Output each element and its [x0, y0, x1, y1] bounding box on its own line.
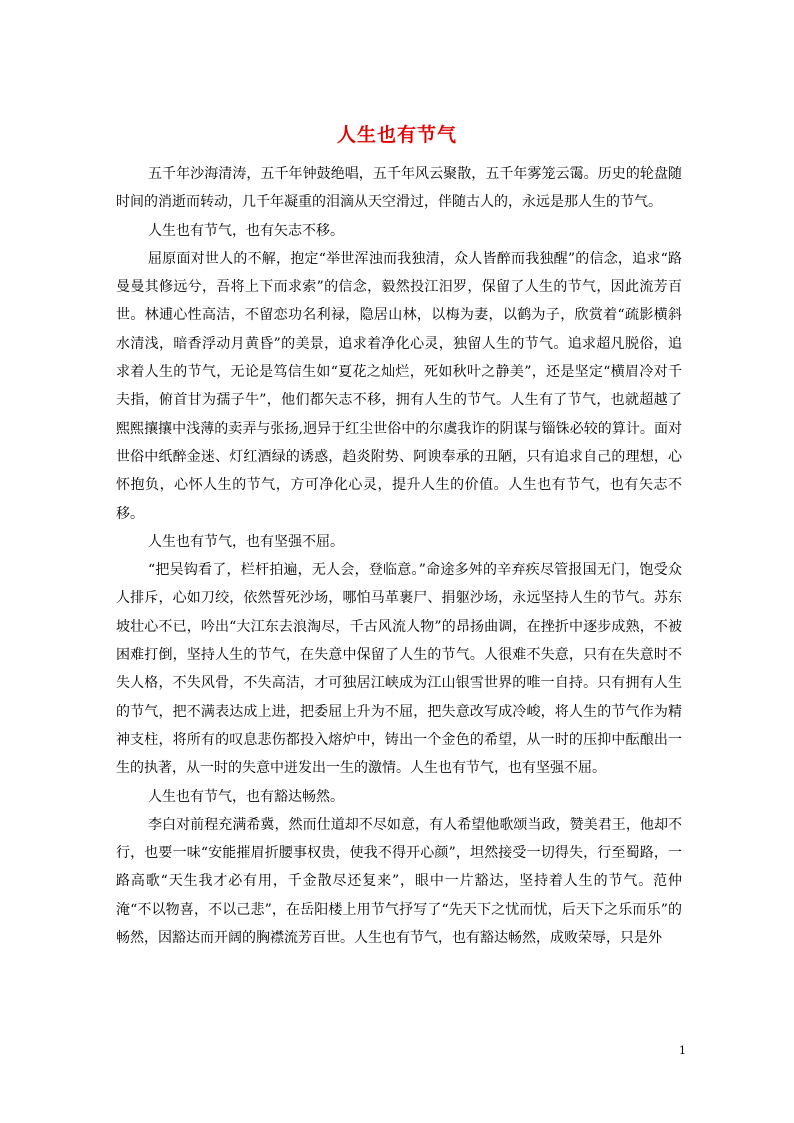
document-title: 人生也有节气	[336, 124, 457, 146]
page-number: 1	[679, 1044, 686, 1057]
paragraph: 屈原面对世人的不解，抱定“举世浑浊而我独清，众人皆醉而我独醒”的信念，追求“路曼曼其修远兮，吾将上下而求索”的信念，毅然投江汨罗，保留了人生的节气，因此流芳百世。林逋心性高洁，不留恋功名利禄，隐居山林，以梅为妻，以鹤为子，欣赏着“疏影横斜水清浅，暗香浮动月黄昏”的美景，追求着净化心灵，独留人生的节气。追求超凡脱俗，追求着人生的节气，无论是笃信生如“夏花之灿烂，死如秋叶之静美”，还是坚定“横眉冷对千夫指，俯首甘为孺子牛”，他们都矢志不移，拥有人生的节气。人生有了节气，也就超越了熙熙攘攘中浅薄的卖弄与张扬,迥异于红尘世俗中的尔虞我诈的阴谋与锱铢必较的算计。面对世俗中纸醉金迷、灯红酒绿的诱惑，趋炎附势、阿谀奉承的丑陋，只有追求自己的理想，心怀抱负，心怀人生的节气，方可净化心灵，提升人生的价值。人生也有节气，也有矢志不移。	[116, 250, 682, 522]
paragraph: 五千年沙海清涛，五千年钟鼓绝唱，五千年风云聚散，五千年雾笼云霭。历史的轮盘随时间的消逝而转动，几千年凝重的泪滴从天空滑过，伴随古人的，永远是那人生的节气。	[116, 166, 682, 211]
paragraph: “把吴钩看了，栏杆拍遍，无人会，登临意。”命途多舛的辛弃疾尽管报国无门，饱受众人排斥，心如刀绞，依然誓死沙场，哪怕马革裹尸、捐躯沙场，永远坚持人生的节气。苏东坡壮心不已，吟出“大江东去浪淘尽，千古风流人物”的昂扬曲调，在挫折中逐步成熟，不被困难打倒，坚持人生的节气，在失意中保留了人生的节气。人很难不失意，只有在失意时不失人格，不失风骨，不失高洁，才可独居江峡成为江山银雪世界的唯一自持。只有拥有人生的节气，把不满表达成上进，把委屈上升为不屈，把失意改写成冷峻，将人生的节气作为精神支柱，将所有的叹息悲伤都投入熔炉中，铸出一个金色的希望，从一时的压抑中酝酿出一生的执著，从一时的失意中迸发出一生的激情。人生也有节气，也有坚强不屈。	[116, 562, 682, 777]
paragraph: 人生也有节气，也有矢志不移。	[148, 222, 344, 239]
paragraph: 人生也有节气，也有坚强不屈。	[148, 533, 344, 550]
paragraph: 人生也有节气，也有豁达畅然。	[148, 788, 344, 805]
document-body	[116, 160, 682, 952]
paragraph: 李白对前程充满希冀，然而仕道却不尽如意，有人希望他歌颂当政，赞美君王，他却不行，也要一味“安能摧眉折腰事权贵，使我不得开心颜”，坦然接受一切得失，行至蜀路，一路高歌“天生我才必有用，千金散尽还复来”，眼中一片豁达，坚持着人生的节气。范仲淹“不以物喜，不以己悲”，在岳阳楼上用节气抒写了“先天下之忧而忧，后天下之乐而乐”的畅然，因豁达而开阔的胸襟流芳百世。人生也有节气，也有豁达畅然，成败荣辱，只是外	[116, 816, 682, 947]
